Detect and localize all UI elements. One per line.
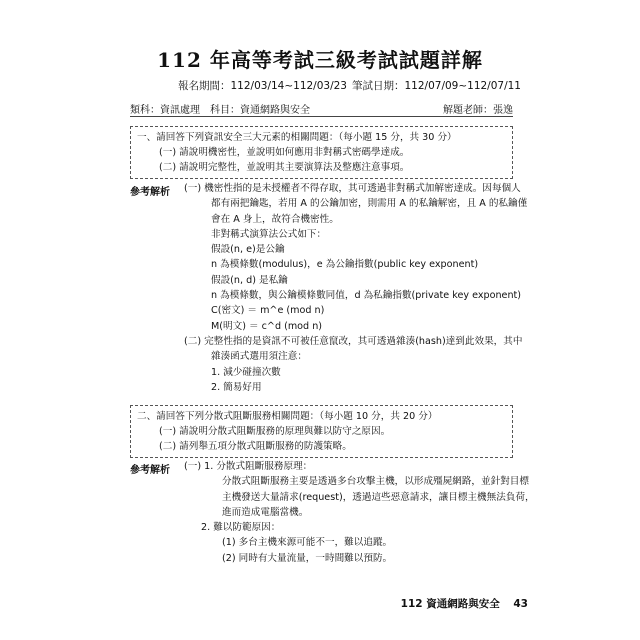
question-box-2: [130, 405, 513, 458]
answer-label-2: 參考解析: [130, 465, 170, 476]
answer-line: C(密文) ＝ m^e (mod n): [211, 305, 325, 317]
question-heading-2: 二、請回答下列分散式阻斷服務相關問題：（每小題 10 分，共 20 分）: [137, 411, 438, 422]
teacher: 解題老師：張逸: [443, 105, 513, 116]
answer-line: 1. 減少碰撞次數: [211, 366, 281, 378]
meta-row: [130, 101, 513, 116]
answer-line: 會在 A 身上，故符合機密性。: [211, 213, 339, 225]
answer-line: 主機發送大量請求(request)，透過這些惡意請求，讓目標主機無法負荷，: [222, 491, 535, 503]
question-heading-1: 一、請回答下列資訊安全三大元素的相關問題：（每小題 15 分，共 30 分）: [137, 132, 457, 143]
answer-line: 2. 簡易好用: [211, 381, 262, 393]
answer-line: 2. 難以防範原因：: [201, 522, 281, 534]
answer-line: 假設(n, d) 是私鑰: [211, 274, 288, 286]
answer-line: (1) 多台主機來源可能不一，難以追蹤。: [222, 537, 393, 549]
answer-line: M(明文) ＝ c^d (mod n): [211, 320, 323, 332]
page-number: 43: [513, 598, 528, 610]
answer-block-1: [184, 181, 527, 395]
answer-line: (一) 機密性指的是未授權者不得存取，其可透過非對稱式加解密達成。因每個人: [184, 183, 521, 194]
answer-line: 雜湊函式選用須注意：: [211, 351, 307, 363]
question-sub-1-2: (二) 請說明完整性，並說明其主要演算法及整應注意事項。: [159, 162, 410, 173]
meta-divider: [130, 116, 513, 117]
answer-line: n 為模條數，與公鑰模條數同值，d 為私鑰指數(private key exponent): [211, 290, 522, 302]
answer-line: (一) 1. 分散式阻斷服務原理：: [184, 461, 313, 472]
answer-line: 非對稱式演算法公式如下：: [211, 228, 327, 240]
question-sub-2-2: (二) 請列舉五項分散式阻斷服務的防護策略。: [159, 441, 352, 452]
category-subject: 類科：資訊處理 科目：資通網路與安全: [130, 105, 310, 116]
exam-date: 筆試日期：112/07/09~112/07/11: [352, 80, 521, 92]
answer-line: 進而造成電腦當機。: [222, 506, 309, 518]
page-title: 112 年高等考試三級考試試題詳解: [157, 48, 483, 72]
answer-line: 假設(n, e)是公鑰: [211, 244, 285, 256]
answer-line: n 為模條數(modulus)，e 為公鑰指數(public key exponent): [211, 259, 479, 271]
footer-subject: 112 資通網路與安全: [400, 598, 500, 610]
answer-line: 都有兩把鑰匙，若用 A 的公鑰加密，則需用 A 的私鑰解密，且 A 的私鑰僅: [211, 198, 528, 210]
answer-line: 分散式阻斷服務主要是透過多台攻擊主機，以形成殭屍網路，並針對目標: [222, 476, 529, 488]
answer-line: (二) 完整性指的是資訊不可被任意竄改，其可透過雜湊(hash)達到此效果，其中: [184, 335, 523, 347]
question-box-1: [130, 126, 513, 179]
answer-label-1: 參考解析: [130, 187, 170, 198]
answer-block-2: [184, 459, 535, 566]
answer-line: (2) 同時有大量流量，一時間難以預防。: [222, 552, 393, 564]
question-sub-2-1: (一) 請說明分散式阻斷服務的原理與難以防守之原因。: [159, 426, 391, 437]
registration-period: 報名期間：112/03/14~112/03/23: [178, 80, 347, 92]
page-footer: [401, 596, 528, 611]
question-sub-1-1: (一) 請說明機密性，並說明如何應用非對稱式密碼學達成。: [159, 147, 410, 158]
